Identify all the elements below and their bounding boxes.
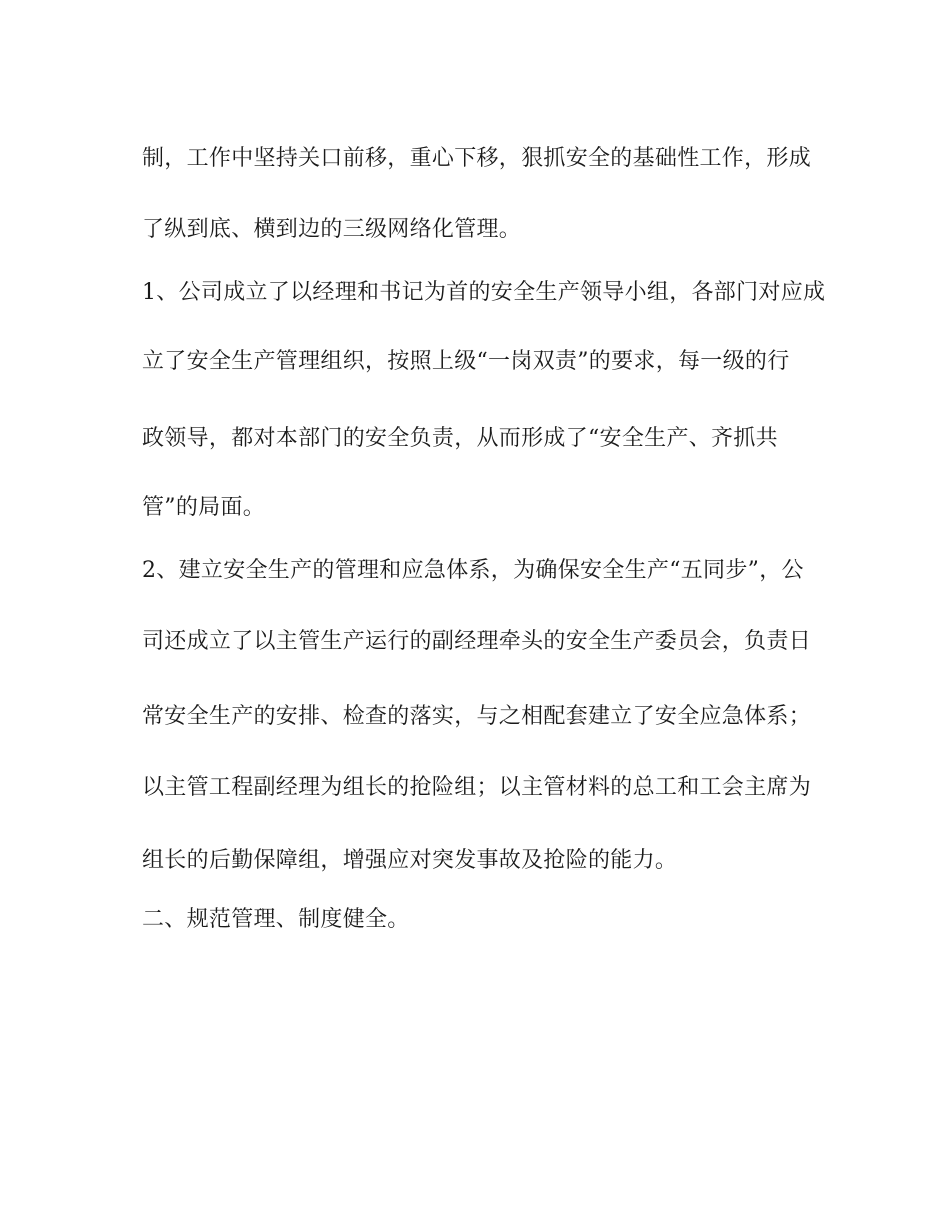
- text-line: 制，工作中坚持关口前移，重心下移，狠抓安全的基础性工作，形成: [142, 146, 812, 171]
- text-line: 1、公司成立了以经理和书记为首的安全生产领导小组，各部门对应成: [142, 280, 826, 305]
- text-line: 以主管工程副经理为组长的抢险组；以主管材料的总工和工会主席为: [142, 775, 812, 800]
- text-line: 司还成立了以主管生产运行的副经理牵头的安全生产委员会，负责日: [142, 629, 812, 654]
- text-line: 政领导，都对本部门的安全负责，从而形成了“安全生产、齐抓共: [142, 426, 778, 451]
- text-line: 2、建立安全生产的管理和应急体系，为确保安全生产“五同步”，公: [142, 558, 804, 583]
- text-line: 常安全生产的安排、检查的落实，与之相配套建立了安全应急体系；: [142, 704, 812, 729]
- text-line: 管”的局面。: [142, 495, 266, 520]
- text-line: 立了安全生产管理组织，按照上级“一岗双责”的要求，每一级的行: [142, 349, 790, 374]
- section-heading: 二、规范管理、制度健全。: [142, 907, 410, 932]
- text-line: 组长的后勤保障组，增强应对突发事故及抢险的能力。: [142, 848, 678, 873]
- text-line: 了纵到底、横到边的三级网络化管理。: [142, 217, 522, 242]
